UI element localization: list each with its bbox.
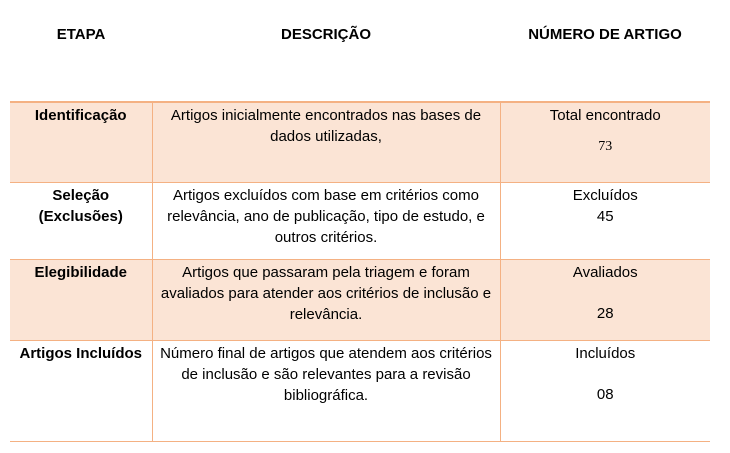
descricao-cell: Artigos inicialmente encontrados nas bases de dados utilizadas, bbox=[152, 102, 500, 182]
header-numero-artigo: NÚMERO DE ARTIGO bbox=[528, 26, 682, 43]
numero-cell bbox=[500, 182, 710, 259]
numero-label: Total encontrado bbox=[549, 107, 661, 124]
table-row bbox=[10, 182, 710, 259]
etapa-cell: Elegibilidade bbox=[10, 259, 152, 340]
table-row bbox=[10, 102, 710, 182]
numero-label: Avaliados bbox=[572, 263, 638, 281]
numero-label: Incluídos bbox=[575, 344, 636, 362]
table-row bbox=[10, 340, 710, 441]
table-row bbox=[10, 259, 710, 340]
numero-value: 28 bbox=[596, 304, 614, 322]
numero-value: 45 bbox=[596, 207, 614, 225]
etapa-cell: Seleção (Exclusões) bbox=[10, 182, 152, 259]
header-etapa: ETAPA bbox=[56, 26, 106, 43]
numero-value: 08 bbox=[596, 385, 614, 403]
descricao-cell: Número final de artigos que atendem aos critérios de inclusão e são relevantes para a revisão bibliográfica. bbox=[152, 340, 500, 441]
header-descricao: DESCRIÇÃO bbox=[280, 26, 371, 43]
numero-label: Excluídos bbox=[572, 186, 638, 204]
numero-cell bbox=[500, 340, 710, 441]
numero-value: 73 bbox=[598, 139, 613, 154]
numero-cell bbox=[500, 259, 710, 340]
etapa-cell: Identificação bbox=[10, 102, 152, 182]
numero-cell bbox=[500, 102, 710, 182]
descricao-cell: Artigos excluídos com base em critérios como relevância, ano de publicação, tipo de estudo, e outros critérios. bbox=[152, 182, 500, 259]
descricao-cell: Artigos que passaram pela triagem e foram avaliados para atender aos critérios de inclusão e relevância. bbox=[152, 259, 500, 340]
review-stages-table bbox=[10, 101, 710, 442]
etapa-cell: Artigos Incluídos bbox=[10, 340, 152, 441]
